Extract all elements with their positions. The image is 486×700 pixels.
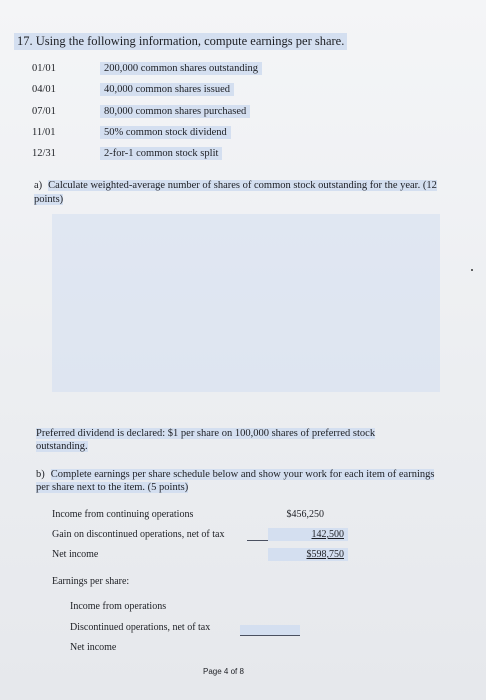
event-description: 40,000 common shares issued: [100, 83, 234, 96]
event-date: 04/01: [32, 84, 56, 95]
part-a-label: a): [34, 180, 43, 191]
question-title: 17. Using the following information, compute earnings per share.: [14, 33, 347, 50]
page-number: Page 4 of 8: [203, 667, 244, 676]
part-a-answer-area[interactable]: [52, 214, 440, 392]
event-date: 01/01: [32, 63, 56, 74]
event-description: 80,000 common shares purchased: [100, 105, 250, 118]
eps-item-label: Income from operations: [70, 601, 167, 612]
part-b-question: [36, 468, 436, 494]
event-date: 12/31: [32, 148, 56, 159]
schedule-label: Net income: [52, 549, 99, 560]
schedule-label: Gain on discontinued operations, net of tax: [52, 529, 225, 540]
eps-item-label: Net income: [70, 642, 117, 653]
event-date: 11/01: [32, 127, 56, 138]
part-b-text: Complete earnings per share schedule below and show your work for each item of earnings per share next to the item. (5 points): [36, 469, 435, 493]
preferred-note-text: Preferred dividend is declared: $1 per share on 100,000 shares of preferred stock outstanding.: [36, 428, 376, 452]
eps-item-label: Discontinued operations, net of tax: [70, 622, 211, 633]
schedule-label: Income from continuing operations: [52, 509, 194, 520]
event-description: 50% common stock dividend: [100, 126, 231, 139]
preferred-dividend-note: [36, 427, 416, 453]
stray-mark: [471, 269, 473, 271]
schedule-value: $598,750: [268, 548, 348, 561]
part-a-text: Calculate weighted-average number of shares of common stock outstanding for the year. (12 points): [34, 180, 437, 205]
fill-line: [240, 635, 300, 636]
part-a-question: [34, 179, 444, 207]
event-description: 2-for-1 common stock split: [100, 147, 222, 160]
event-description: 200,000 common shares outstanding: [100, 62, 262, 75]
schedule-value: 142,500: [268, 528, 348, 541]
event-date: 07/01: [32, 106, 56, 117]
eps-answer-field[interactable]: [240, 625, 300, 635]
eps-heading: Earnings per share:: [52, 576, 130, 587]
schedule-value: $456,250: [286, 509, 324, 520]
part-b-label: b): [36, 469, 45, 480]
